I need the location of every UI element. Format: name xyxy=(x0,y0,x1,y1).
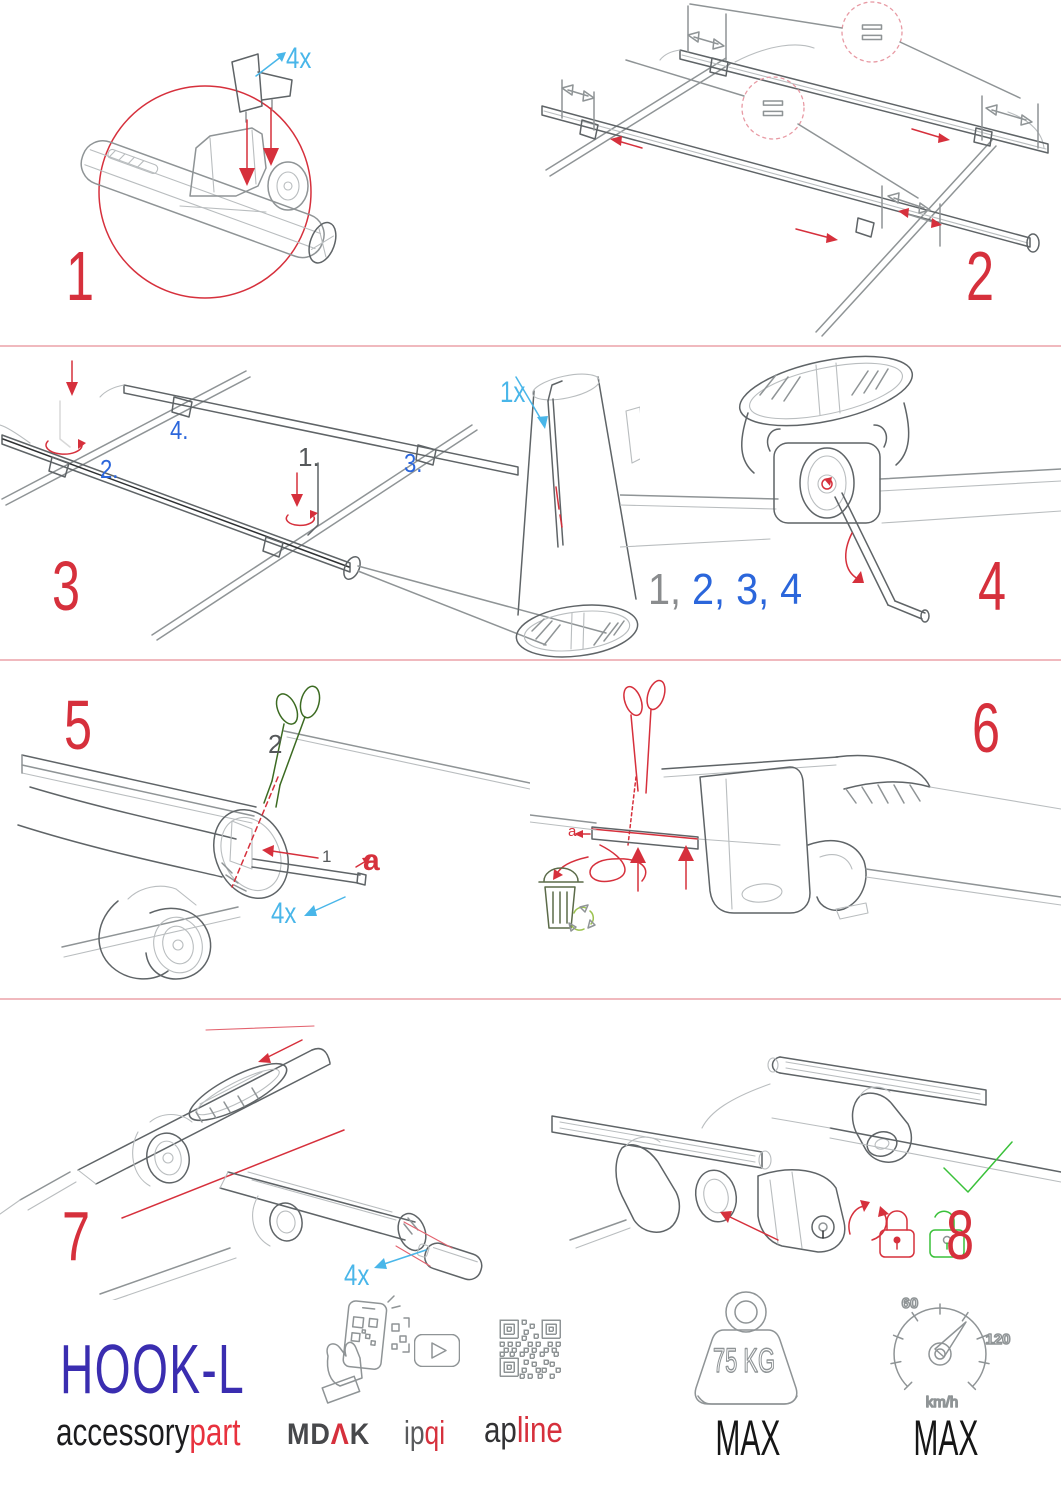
apline-ap: ap xyxy=(484,1409,517,1450)
slide-arrow xyxy=(720,1211,778,1240)
equal-sign-top: = xyxy=(860,12,884,54)
speed-unit-label: km/h xyxy=(925,1394,959,1411)
step2-number: 2 xyxy=(966,237,995,315)
step4-sequence xyxy=(648,565,803,614)
ipqi-qi: qi xyxy=(424,1414,446,1451)
step3-sub3: 3. xyxy=(404,448,423,478)
step8-illustration xyxy=(530,1000,1061,1300)
step1-qty-label: 4x xyxy=(286,42,312,75)
bar-cross-section xyxy=(734,347,919,473)
speedometer-icon xyxy=(874,1290,1014,1415)
step4-seq-blue: 2, 3, 4 xyxy=(681,565,803,614)
step6-part-label: a xyxy=(568,823,577,840)
insert-arrows xyxy=(239,108,279,186)
allen-key xyxy=(835,493,929,622)
allen-key-in-tube xyxy=(548,381,563,547)
ipqi-ip: ip xyxy=(404,1414,425,1451)
clamp-body xyxy=(768,425,887,523)
logo-apline xyxy=(484,1409,563,1450)
step4-number: 4 xyxy=(978,547,1007,625)
dimension-leader-lines xyxy=(562,4,1038,246)
scissors-icon xyxy=(620,678,668,845)
speed-low-label: 60 xyxy=(901,1295,919,1312)
weight-max-label: MAX xyxy=(715,1410,781,1466)
foot-assembly xyxy=(530,756,1061,919)
step5-number: 5 xyxy=(64,686,93,764)
part-a-arrow xyxy=(574,830,590,838)
detail-leader-lines xyxy=(358,566,606,645)
step3-sub1: 1. xyxy=(298,442,320,472)
step3-number: 3 xyxy=(52,547,81,625)
checkmark-icon xyxy=(944,1142,1012,1192)
weight-value: 75 KG xyxy=(713,1342,775,1380)
speed-max-label: MAX xyxy=(913,1410,979,1466)
mdak-k: K xyxy=(349,1418,371,1451)
step5-part-label: a xyxy=(363,844,380,877)
mdak-md: MD xyxy=(287,1418,331,1451)
step5-strip-label: 1 xyxy=(322,847,332,866)
clamp-ring xyxy=(0,1115,194,1215)
ghost-key-turn xyxy=(46,361,86,454)
brand-logo xyxy=(56,1414,241,1452)
rear-crossbar xyxy=(660,50,1048,153)
equal-spacing-circles xyxy=(742,2,902,139)
step3-illustration xyxy=(0,347,640,658)
push-up-arrows xyxy=(630,845,694,891)
step8-number: 8 xyxy=(946,1196,975,1274)
mdak-lambda: Λ xyxy=(330,1418,350,1451)
step5-cut-label: 2 xyxy=(268,729,283,759)
foot-clamp xyxy=(62,886,240,979)
logo-mdak xyxy=(287,1420,370,1450)
step7-number: 7 xyxy=(62,1197,91,1275)
step3-sub4: 4. xyxy=(170,415,189,445)
step6-number: 6 xyxy=(972,689,1001,767)
discard-curl xyxy=(553,845,646,881)
youtube-icon xyxy=(414,1334,460,1367)
brand-accessory: accessory xyxy=(56,1412,190,1454)
brand-part: part xyxy=(189,1412,241,1454)
step3-sub2: 2. xyxy=(100,454,119,484)
trash-bin-icon xyxy=(539,868,583,928)
pull-arrow xyxy=(262,845,318,858)
qty-leader-arrow xyxy=(304,897,345,916)
max-weight-icon xyxy=(672,1286,822,1414)
clamp-plate xyxy=(232,54,292,122)
lock-cover-view xyxy=(552,1116,845,1252)
end-cap-view xyxy=(100,1172,485,1300)
screw-turn-arrow xyxy=(286,463,318,535)
product-name: HOOK-L xyxy=(60,1330,246,1408)
turn-arrow xyxy=(846,533,864,583)
qr-code xyxy=(498,1318,562,1380)
phone-scan-icon xyxy=(316,1294,412,1406)
apline-line: line xyxy=(516,1409,563,1450)
key-turn-arrows xyxy=(849,1200,889,1240)
step1-number: 1 xyxy=(66,237,95,315)
rubber-strip xyxy=(252,859,366,885)
step4-seq-gray: 1, xyxy=(648,565,682,614)
bar-slot-view xyxy=(78,1049,330,1184)
lock-closed-icon xyxy=(880,1211,914,1257)
qty-leader-arrow xyxy=(256,52,286,76)
logo-ipqi xyxy=(404,1416,445,1449)
equal-sign-mid: = xyxy=(761,88,785,130)
step7-qty-label: 4x xyxy=(344,1259,370,1292)
speed-high-label: 120 xyxy=(985,1331,1011,1348)
assembled-view xyxy=(702,1057,1061,1182)
step3-qty-label: 1x xyxy=(500,376,526,409)
step5-qty-label: 4x xyxy=(271,897,297,930)
